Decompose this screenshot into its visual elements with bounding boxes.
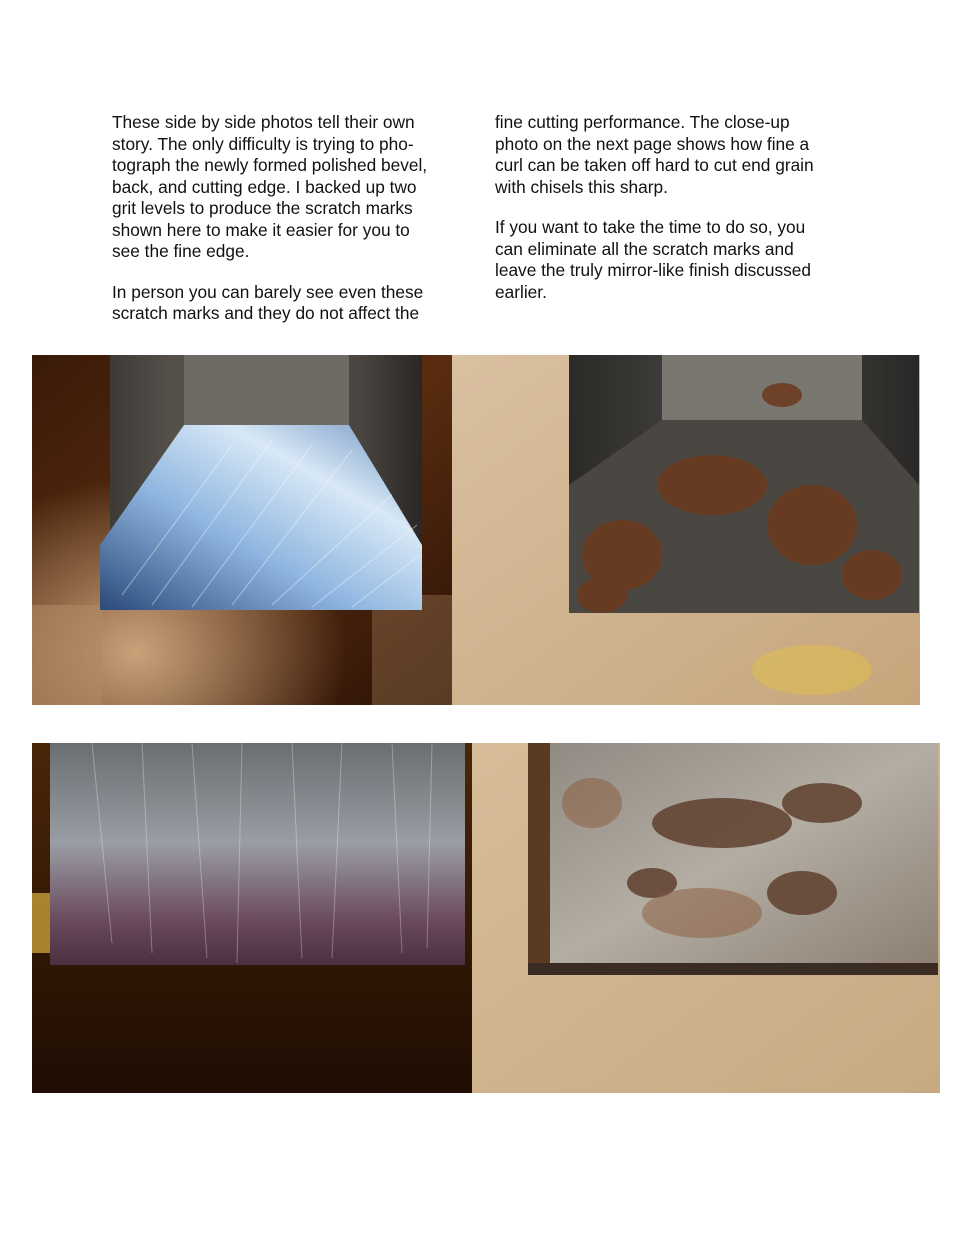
paragraph: These side by side photos tell their own story. The only difficulty is trying to pho- tograph the newly formed polished bevel, back, and cutting edge. I backed up two grit levels to produce the scratch marks shown here to make it easier for you to see the fine edge. <box>112 112 428 261</box>
photo-polished-back <box>32 743 472 1093</box>
photo-polished-bevel <box>32 355 452 705</box>
paragraph: fine cutting performance. The close-up photo on the next page shows how fine a curl can be taken off hard to cut end grain with chisels this sharp. <box>495 112 814 197</box>
paragraph: In person you can barely see even these scratch marks and they do not affect the <box>112 281 424 323</box>
photo-rusty-bevel <box>452 355 920 705</box>
text-column-left <box>112 112 457 344</box>
text-column-right <box>495 112 845 322</box>
paragraph: If you want to take the time to do so, you can eliminate all the scratch marks and leave the truly mirror-like finish discussed earlier. <box>495 217 811 302</box>
photo-rusty-back <box>472 743 940 1093</box>
